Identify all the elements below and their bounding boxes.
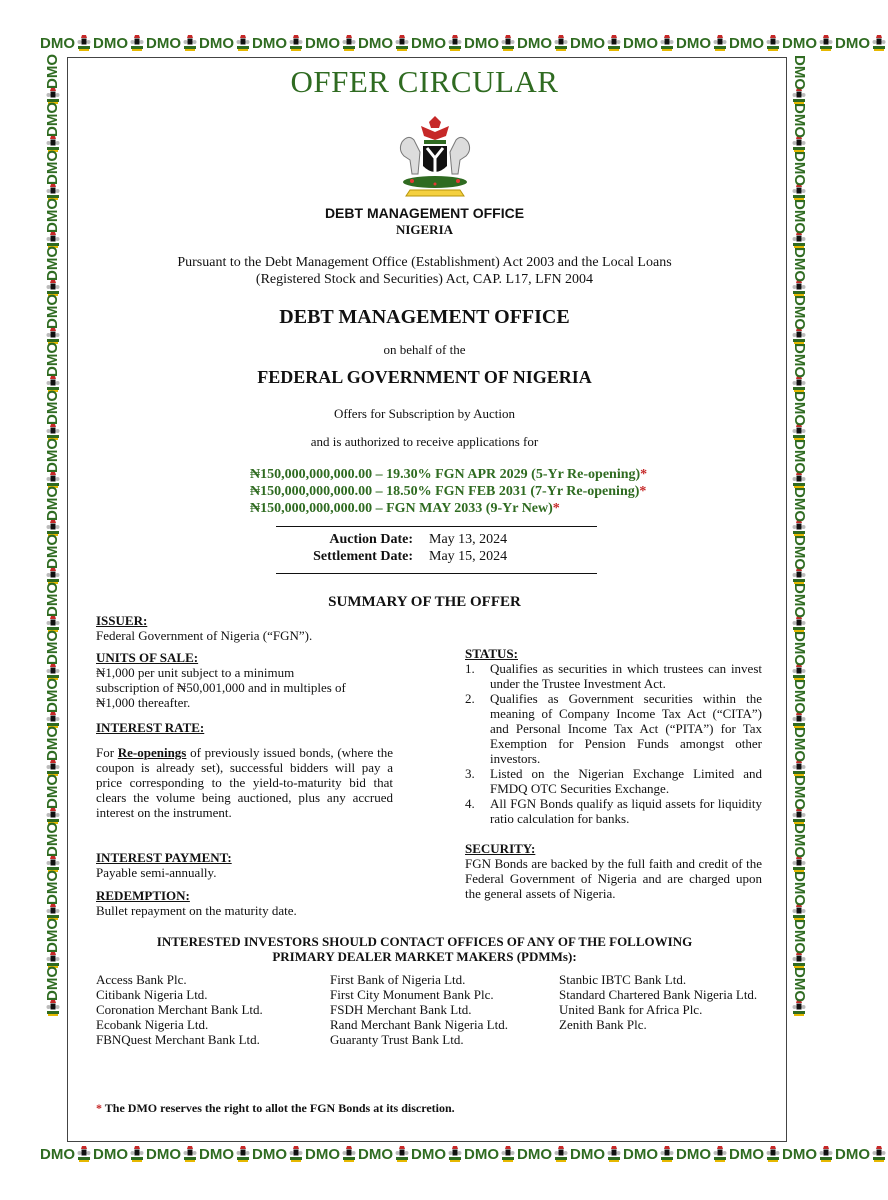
redemption-section [96,888,393,918]
coat-of-arms-icon [501,1146,515,1162]
border-unit [570,1146,623,1162]
border-label: DMO [44,102,61,137]
nigeria-coat-of-arms-icon [388,112,482,202]
coat-of-arms-icon [792,472,806,488]
border-unit [36,152,70,200]
border-label: DMO [729,34,764,52]
issuer-label: ISSUER: [96,613,148,628]
border-unit [464,35,517,51]
bank-name: Zenith Bank Plc. [559,1017,647,1032]
border-label: DMO [791,967,808,1002]
border-label: DMO [44,390,61,425]
border-unit [252,1146,305,1162]
coat-of-arms-icon [289,35,303,51]
interest-payment-label: INTEREST PAYMENT: [96,850,232,865]
border-label: DMO [791,439,808,474]
border-unit [305,35,358,51]
coat-of-arms-icon [77,35,91,51]
border-unit [782,104,816,152]
bank-name: Coronation Merchant Bank Ltd. [96,1002,263,1017]
footnote-mark: * [96,1101,102,1115]
interest-payment-text: Payable semi-annually. [96,865,217,880]
border-label: DMO [782,1145,817,1163]
border-label: DMO [791,919,808,954]
status-item-number: 2. [465,691,475,706]
border-label: DMO [44,774,61,809]
bond-offer-text: ₦150,000,000,000.00 – 19.30% FGN APR 2029 (5-Yr Re-opening) [250,467,641,482]
redemption-text: Bullet repayment on the maturity date. [96,903,297,918]
border-unit [36,680,70,728]
border-label: DMO [570,34,605,52]
border-label: DMO [44,342,61,377]
border-unit [252,35,305,51]
border-label: DMO [517,34,552,52]
coat-of-arms-icon [660,35,674,51]
border-unit [40,35,93,51]
bond-offer-line [250,483,647,500]
footnote-text: The DMO reserves the right to allot the FGN Bonds at its discretion. [104,1101,455,1115]
interest-rate-prefix: For [96,745,115,760]
border-label: DMO [44,822,61,857]
border-unit [36,632,70,680]
border-label: DMO [93,1145,128,1163]
border-label: DMO [835,1145,870,1163]
border-label: DMO [791,103,808,138]
coat-of-arms-icon [792,760,806,776]
border-label: DMO [44,246,61,281]
coat-of-arms-icon [792,808,806,824]
authorized-text: and is authorized to receive applications for [310,434,539,449]
border-label: DMO [791,583,808,618]
border-label: DMO [44,678,61,713]
status-section [465,646,762,826]
border-bottom [40,1141,870,1167]
status-item [465,766,762,796]
coat-of-arms-icon [554,1146,568,1162]
border-label: DMO [791,727,808,762]
interest-rate-label: INTEREST RATE: [96,720,205,735]
status-item-text: Qualifies as securities in which trustees can invest under the Trustee Investment Act. [490,661,762,691]
coat-of-arms-icon [819,35,833,51]
bond-offer-text: ₦150,000,000,000.00 – 18.50% FGN FEB 2031 (7-Yr Re-opening) [250,484,640,499]
border-unit [305,1146,358,1162]
border-label: DMO [676,34,711,52]
auction-date-value: May 13, 2024 [429,532,508,547]
footnote [96,1101,455,1116]
auction-date-label: Auction Date: [329,532,413,547]
border-label: DMO [791,631,808,666]
coat-of-arms-icon [872,35,886,51]
coat-of-arms-icon [792,712,806,728]
border-label: DMO [791,391,808,426]
date-values [429,531,507,565]
issuer-heading: DEBT MANAGEMENT OFFICE [279,306,570,328]
coat-of-arms-icon [448,1146,462,1162]
bank-name: Stanbic IBTC Bank Ltd. [559,972,687,987]
border-label: DMO [791,55,808,90]
date-labels [280,531,413,565]
border-label: DMO [791,199,808,234]
status-item [465,661,762,691]
coat-of-arms-icon [792,136,806,152]
coat-of-arms-icon [289,1146,303,1162]
border-unit [36,488,70,536]
status-item-number: 3. [465,766,475,781]
bond-offer-mark: * [640,467,648,482]
bank-name: United Bank for Africa Plc. [559,1002,703,1017]
pursuant-line: Pursuant to the Debt Management Office (Establishment) Act 2003 and the Local Loans [177,255,672,270]
border-label: DMO [791,679,808,714]
border-unit [36,536,70,584]
status-item-text: Listed on the Nigerian Exchange Limited and FMDQ OTC Securities Exchange. [490,766,762,796]
bank-name: Guaranty Trust Bank Ltd. [330,1032,464,1047]
coat-of-arms-icon [660,1146,674,1162]
settlement-date-value: May 15, 2024 [429,549,508,564]
border-label: DMO [791,247,808,282]
border-label: DMO [305,34,340,52]
units-text: subscription of ₦50,001,000 and in multiples of [96,680,346,695]
border-unit [464,1146,517,1162]
units-label: UNITS OF SALE: [96,650,199,665]
border-label: DMO [44,870,61,905]
border-label: DMO [199,34,234,52]
border-label: DMO [358,1145,393,1163]
contact-line: PRIMARY DEALER MARKET MAKERS (PDMMs): [272,949,577,964]
border-unit [358,1146,411,1162]
coat-of-arms-icon [77,1146,91,1162]
border-unit [146,35,199,51]
status-label: STATUS: [465,646,518,661]
border-unit [36,728,70,776]
border-label: DMO [44,150,61,185]
coat-of-arms-icon [342,35,356,51]
border-label: DMO [517,1145,552,1163]
border-unit [93,1146,146,1162]
coat-of-arms-icon [183,35,197,51]
border-label: DMO [791,535,808,570]
border-label: DMO [44,630,61,665]
offers-text: Offers for Subscription by Auction [333,406,516,421]
border-unit [782,1146,835,1162]
contact-heading [0,934,849,964]
border-label: DMO [44,486,61,521]
border-label: DMO [791,775,808,810]
border-label: DMO [40,1145,75,1163]
border-label: DMO [782,34,817,52]
border-label: DMO [676,1145,711,1163]
coat-of-arms-icon [395,1146,409,1162]
border-unit [782,728,816,776]
bond-offer-mark: * [552,501,560,516]
border-label: DMO [44,198,61,233]
border-unit [36,776,70,824]
bank-name: Access Bank Plc. [96,972,187,987]
summary-heading: SUMMARY OF THE OFFER [328,594,521,610]
bank-name: First Bank of Nigeria Ltd. [330,972,466,987]
status-list [465,661,762,826]
border-unit [729,35,782,51]
border-label: DMO [146,1145,181,1163]
border-label: DMO [835,34,870,52]
coat-of-arms-icon [554,35,568,51]
coat-of-arms-icon [792,904,806,920]
border-label: DMO [305,1145,340,1163]
border-unit [782,35,835,51]
border-unit [782,152,816,200]
coat-of-arms-icon [395,35,409,51]
units-section [96,650,393,710]
border-unit [411,1146,464,1162]
coat-of-arms-icon [792,184,806,200]
coat-of-arms-icon [46,1000,60,1016]
border-unit [782,680,816,728]
divider [276,573,597,574]
border-label: DMO [411,1145,446,1163]
border-label: DMO [146,34,181,52]
bank-list [559,972,757,1032]
coat-of-arms-icon [792,856,806,872]
coat-of-arms-icon [792,1000,806,1016]
interest-payment-section [96,850,393,880]
border-label: DMO [199,1145,234,1163]
coat-of-arms-icon [130,1146,144,1162]
border-top [40,30,870,56]
interest-rate-body: of previously issued bonds, (where the coupon is already set), successful bidders will pay a price corresponding to the yield-to-maturity bid that clears the volume being auctioned, plus any accrued interest on the instrument. [96,745,393,820]
coat-of-arms-icon [872,1146,886,1162]
border-label: DMO [44,918,61,953]
border-unit [40,1146,93,1162]
pursuant-text [0,254,849,288]
bank-name: Ecobank Nigeria Ltd. [96,1017,209,1032]
border-unit [835,35,888,51]
border-label: DMO [252,34,287,52]
coat-of-arms-icon [792,520,806,536]
coat-of-arms-icon [766,1146,780,1162]
interest-rate-emphasis: Re-openings [117,745,187,760]
security-section [465,841,762,901]
coat-of-arms-icon [183,1146,197,1162]
units-text: ₦1,000 thereafter. [96,695,191,710]
coat-of-arms-icon [607,35,621,51]
bond-offer-list [250,466,647,517]
org-country: NIGERIA [395,222,454,237]
border-unit [36,968,70,1016]
issuer-section [96,613,393,643]
bank-name: Rand Merchant Bank Nigeria Ltd. [330,1017,508,1032]
border-label: DMO [358,34,393,52]
coat-of-arms-icon [792,568,806,584]
border-label: DMO [44,438,61,473]
coat-of-arms-icon [766,35,780,51]
issuer-text: Federal Government of Nigeria (“FGN”). [96,628,313,643]
border-label: DMO [40,34,75,52]
border-label: DMO [570,1145,605,1163]
settlement-date-label: Settlement Date: [313,549,413,564]
border-label: DMO [729,1145,764,1163]
border-label: DMO [44,966,61,1001]
government-heading: FEDERAL GOVERNMENT OF NIGERIA [257,367,592,387]
border-label: DMO [464,1145,499,1163]
border-unit [411,35,464,51]
bank-list [330,972,508,1047]
bond-offer-mark: * [639,484,647,499]
border-label: DMO [44,534,61,569]
border-label: DMO [791,871,808,906]
border-unit [782,632,816,680]
security-label: SECURITY: [465,841,536,856]
border-unit [93,35,146,51]
border-unit [782,488,816,536]
border-label: DMO [791,151,808,186]
coat-of-arms-icon [607,1146,621,1162]
border-label: DMO [93,34,128,52]
border-unit [676,35,729,51]
coat-of-arms-icon [819,1146,833,1162]
border-label: DMO [44,54,61,89]
coat-of-arms-icon [713,35,727,51]
border-unit [36,104,70,152]
border-label: DMO [44,582,61,617]
bank-name: Standard Chartered Bank Nigeria Ltd. [559,987,758,1002]
border-unit [782,968,816,1016]
coat-of-arms-icon [342,1146,356,1162]
border-unit [782,536,816,584]
page-title: OFFER CIRCULAR [290,64,559,99]
border-unit [517,35,570,51]
coat-of-arms-icon [236,35,250,51]
status-item-text: All FGN Bonds qualify as liquid assets for liquidity ratio calculation for banks. [490,796,762,826]
border-unit [782,872,816,920]
bond-offer-line [250,466,647,483]
border-unit [782,824,816,872]
bond-offer-line [250,500,647,517]
coat-of-arms-icon [448,35,462,51]
border-label: DMO [252,1145,287,1163]
border-label: DMO [411,34,446,52]
border-label: DMO [44,726,61,761]
border-label: DMO [791,343,808,378]
border-label: DMO [464,34,499,52]
coat-of-arms-icon [501,35,515,51]
border-unit [36,872,70,920]
border-label: DMO [623,34,658,52]
border-label: DMO [44,294,61,329]
security-text: FGN Bonds are backed by the full faith and credit of the Federal Government of Nigeria and are charged upon the general assets of Nigeria. [465,856,762,901]
coat-of-arms-icon [792,664,806,680]
border-unit [729,1146,782,1162]
border-label: DMO [791,823,808,858]
border-unit [570,35,623,51]
border-unit [835,1146,888,1162]
border-unit [36,824,70,872]
border-label: DMO [791,487,808,522]
status-item [465,691,762,766]
status-item-text: Qualifies as Government securities within the meaning of Company Income Tax Act (“CITA”) and Personal Income Tax Act (“PITA”) for Tax Exemption for Pension Funds amongst other investors. [490,691,762,766]
bank-name: Citibank Nigeria Ltd. [96,987,208,1002]
bank-name: First City Monument Bank Plc. [330,987,494,1002]
status-item-number: 4. [465,796,475,811]
border-unit [199,1146,252,1162]
coat-of-arms-icon [713,1146,727,1162]
border-unit [782,776,816,824]
contact-line: INTERESTED INVESTORS SHOULD CONTACT OFFICES OF ANY OF THE FOLLOWING [156,934,693,949]
border-unit [676,1146,729,1162]
bond-offer-text: ₦150,000,000,000.00 – FGN MAY 2033 (9-Yr New) [250,501,553,516]
border-unit [146,1146,199,1162]
org-name: DEBT MANAGEMENT OFFICE [324,205,525,221]
border-label: DMO [791,295,808,330]
interest-rate-section [96,720,393,820]
bank-name: FBNQuest Merchant Bank Ltd. [96,1032,260,1047]
status-item [465,796,762,826]
border-unit [199,35,252,51]
border-label: DMO [623,1145,658,1163]
divider [276,526,597,527]
border-unit [623,35,676,51]
pursuant-line: (Registered Stock and Securities) Act, CAP. L17, LFN 2004 [255,272,594,287]
bank-list [96,972,263,1047]
interest-rate-text [96,745,393,820]
border-unit [623,1146,676,1162]
coat-of-arms-icon [236,1146,250,1162]
units-text: ₦1,000 per unit subject to a minimum [96,665,295,680]
coat-of-arms-icon [130,35,144,51]
status-item-number: 1. [465,661,475,676]
on-behalf-text: on behalf of the [383,342,466,357]
coat-of-arms-icon [792,616,806,632]
redemption-label: REDEMPTION: [96,888,190,903]
border-unit [517,1146,570,1162]
border-unit [358,35,411,51]
bank-name: FSDH Merchant Bank Ltd. [330,1002,472,1017]
